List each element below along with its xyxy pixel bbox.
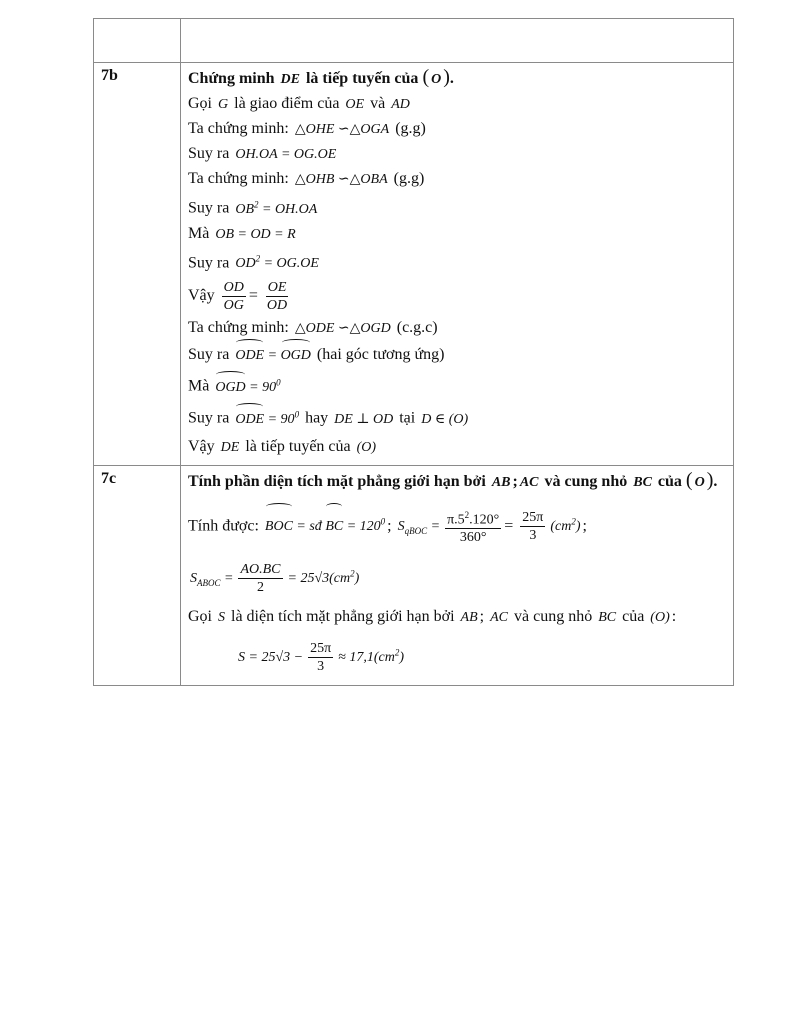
- step-7c-2: $S_{ABOC}$ = $\frac{AO.BC}{2}$ = $25√3(cm^2)$: [190, 561, 360, 595]
- step-7b-1: Gọi G là giao điểm của OE và AD: [188, 95, 410, 112]
- step-7c-4: S = 25√3 − $\frac{25\pi}{3}$ ≈ $17,1(cm^2)$: [238, 641, 404, 675]
- table-row-empty: [94, 19, 734, 63]
- step-7b-5: Suy ra $OB^2 = OH.OA$: [188, 199, 318, 217]
- step-7c-3: Gọi S là diện tích mặt phẳng giới hạn bởi AB ; AC và cung nhỏ BC của (O) :: [188, 607, 677, 625]
- part-label-7b: 7b: [101, 67, 118, 84]
- step-7b-6: Mà OB = OD = R: [188, 224, 296, 242]
- heading-7b: Chứng minh DE là tiếp tuyến của ( O ).: [188, 66, 454, 88]
- step-7b-10: Suy ra ODE = OGD (hai góc tương ứng): [188, 341, 733, 369]
- label-cell-7b: [94, 63, 181, 466]
- empty-label-cell: [94, 19, 181, 63]
- step-7b-3: Suy ra OH.OA = OG.OE: [188, 145, 337, 162]
- step-7b-13: Vậy DE là tiếp tuyến của (O): [188, 437, 377, 455]
- heading-7c: Tính phần diện tích mặt phẳng giới hạn bởi AB ; AC và cung nhỏ BC của ( O ).: [188, 468, 718, 491]
- content-cell-7b: [181, 63, 734, 466]
- step-7b-2: Ta chứng minh: △OHE ∽△OGA (g.g): [188, 120, 426, 137]
- step-7b-8: Vậy $\frac{OD}{OG}$ = $\frac{OE}{OD}$: [188, 280, 288, 314]
- part-label-7c: 7c: [101, 469, 117, 487]
- step-7b-12: Suy ra ODE = $90^0$ hay DE ⊥ OD tại D ∈ (O): [188, 401, 733, 433]
- step-7b-11: Mà OGD = $90^0$: [188, 369, 733, 401]
- table-row-7c: [94, 465, 734, 686]
- label-cell-7c: [94, 465, 181, 686]
- step-7c-1: Tính được: BOC = sđ BC = $120^0$ ; $S_{qBOC}$ = $\frac{\pi.5^2.120^\circ}{360^\circ}$ = $\frac{25\pi}{3}$ $(cm^2)$ ;: [188, 501, 733, 552]
- table-row-7b: [94, 63, 734, 466]
- step-7b-4: Ta chứng minh: △OHB ∽△OBA (g.g): [188, 170, 425, 187]
- empty-content-cell: [181, 19, 734, 63]
- solution-table: [93, 18, 734, 686]
- step-7b-9: Ta chứng minh: △ODE ∽△OGD (c.g.c): [188, 319, 438, 337]
- content-cell-7c: [181, 465, 734, 686]
- step-7b-7: Suy ra $OD^2 = OG.OE$: [188, 253, 319, 272]
